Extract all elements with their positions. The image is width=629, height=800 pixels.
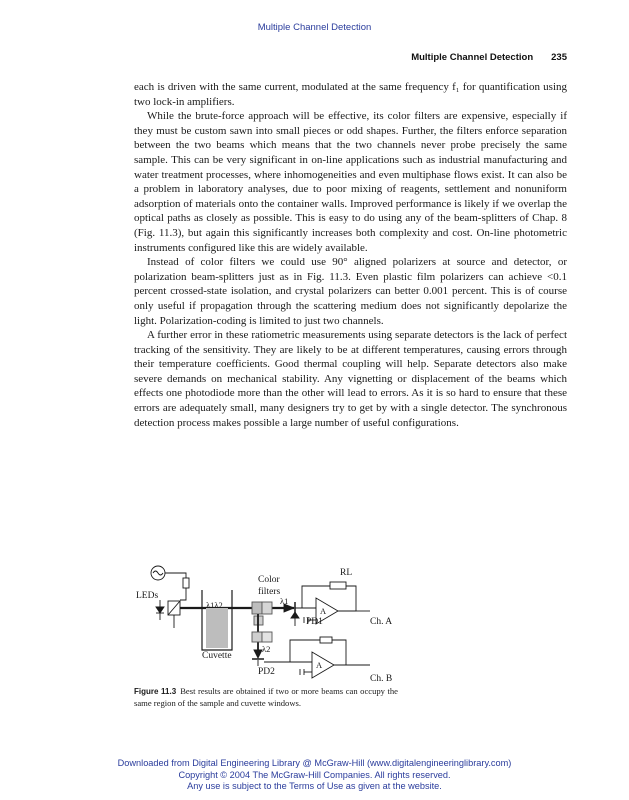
label-chb: Ch. B: [370, 674, 393, 684]
running-header: [134, 52, 567, 63]
footer-terms: Any use is subject to the Terms of Use as given at the website.: [187, 781, 442, 792]
label-pd1: PD1: [306, 617, 323, 627]
led-icon: [156, 607, 164, 613]
resistor-icon: [183, 578, 189, 588]
label-rl: RL: [340, 568, 353, 578]
label-pd2: PD2: [258, 667, 275, 677]
paragraph: Instead of color filters we could use 90° aligned polarizers at source and detector, or polarization beam-splitters just as in Fig. 11.3. Even plastic film polarizers can achieve <0.1 percent crossed-state isolation, and crystal polarizers can better 0.001 percent. This is of course only useful if propagation through the scattering medium does not significantly depolarize the light. Polarization-coding is limited to just two channels.: [134, 256, 567, 327]
label-leds: LEDs: [136, 591, 159, 601]
body-text: [134, 80, 567, 430]
label-lambda12: λ1λ2: [206, 600, 223, 610]
sine-wave-icon: [153, 571, 163, 575]
figure-11-3: [134, 560, 404, 685]
caption-text: Best results are obtained if two or more beams can occupy the same region of the sample and cuvette windows.: [134, 686, 398, 708]
paragraph: While the brute-force approach will be effective, its color filters are expensive, especially if they must be custom sawn into small pieces or odd shapes. Further, the filters enforce separation between the two beams which means that the two channels never probe precisely the same sample. This can be very significant in on-line applications such as industrial manufacturing and water treatment processes, where inhomogeneities and even multiphase flows exist. It can also be a problem in laboratory analyses, due to poor mixing of reagents, settlement and nonuniform adsorption of materials onto the container walls. Improved performance is likely if we overlap the optical paths as closely as possible. This is easy to do using any of the beam-splitters of Chap. 8 (Fig. 11.3), but again this significantly increases both complexity and cost. On-line photometric instruments configured like this are widely available.: [134, 110, 567, 254]
paragraph: A further error in these ratiometric measurements using separate detectors is the lack of perfect tracking of the sensitivity. They are likely to be at different temperatures, causing errors through their temperature coefficients. Good thermal coupling will help. Separate detectors also make severe demands on mechanical stability. Any vignetting or displacement of the beams which effects one photodiode more than the other will lead to errors. As it is so hard to ensure that these errors are adequately small, many designers try to get by with a single detector. The synchronous detection process makes possible a large number of useful configurations.: [134, 329, 567, 429]
footer: [0, 758, 629, 793]
color-filter: [252, 602, 262, 614]
label-cuvette: Cuvette: [202, 651, 232, 661]
footer-download-link[interactable]: Downloaded from Digital Engineering Library @ McGraw-Hill (www.digitalengineeringlibrary.com): [117, 758, 512, 768]
label-amp2: A: [316, 660, 323, 670]
figure-caption: [134, 686, 398, 708]
caption-label: Figure 11.3: [134, 687, 177, 696]
footer-copyright: Copyright © 2004 The McGraw-Hill Companies. All rights reserved.: [178, 769, 451, 780]
running-title: Multiple Channel Detection: [411, 52, 534, 63]
top-banner: Multiple Channel Detection: [257, 22, 372, 33]
label-lambda2: λ2: [262, 644, 271, 654]
paragraph: each is driven with the same current, modulated at the same frequency f₁ for quantification using two lock-in amplifiers.: [134, 81, 567, 108]
page-number: 235: [551, 52, 567, 63]
label-color: Color: [258, 575, 280, 585]
circuit-diagram: [134, 560, 404, 685]
label-amp1: A: [320, 606, 327, 616]
label-cha: Ch. A: [370, 617, 393, 627]
label-filters: filters: [258, 587, 281, 597]
label-lambda1: λ1: [280, 596, 289, 606]
feedback-resistor: [330, 582, 346, 589]
